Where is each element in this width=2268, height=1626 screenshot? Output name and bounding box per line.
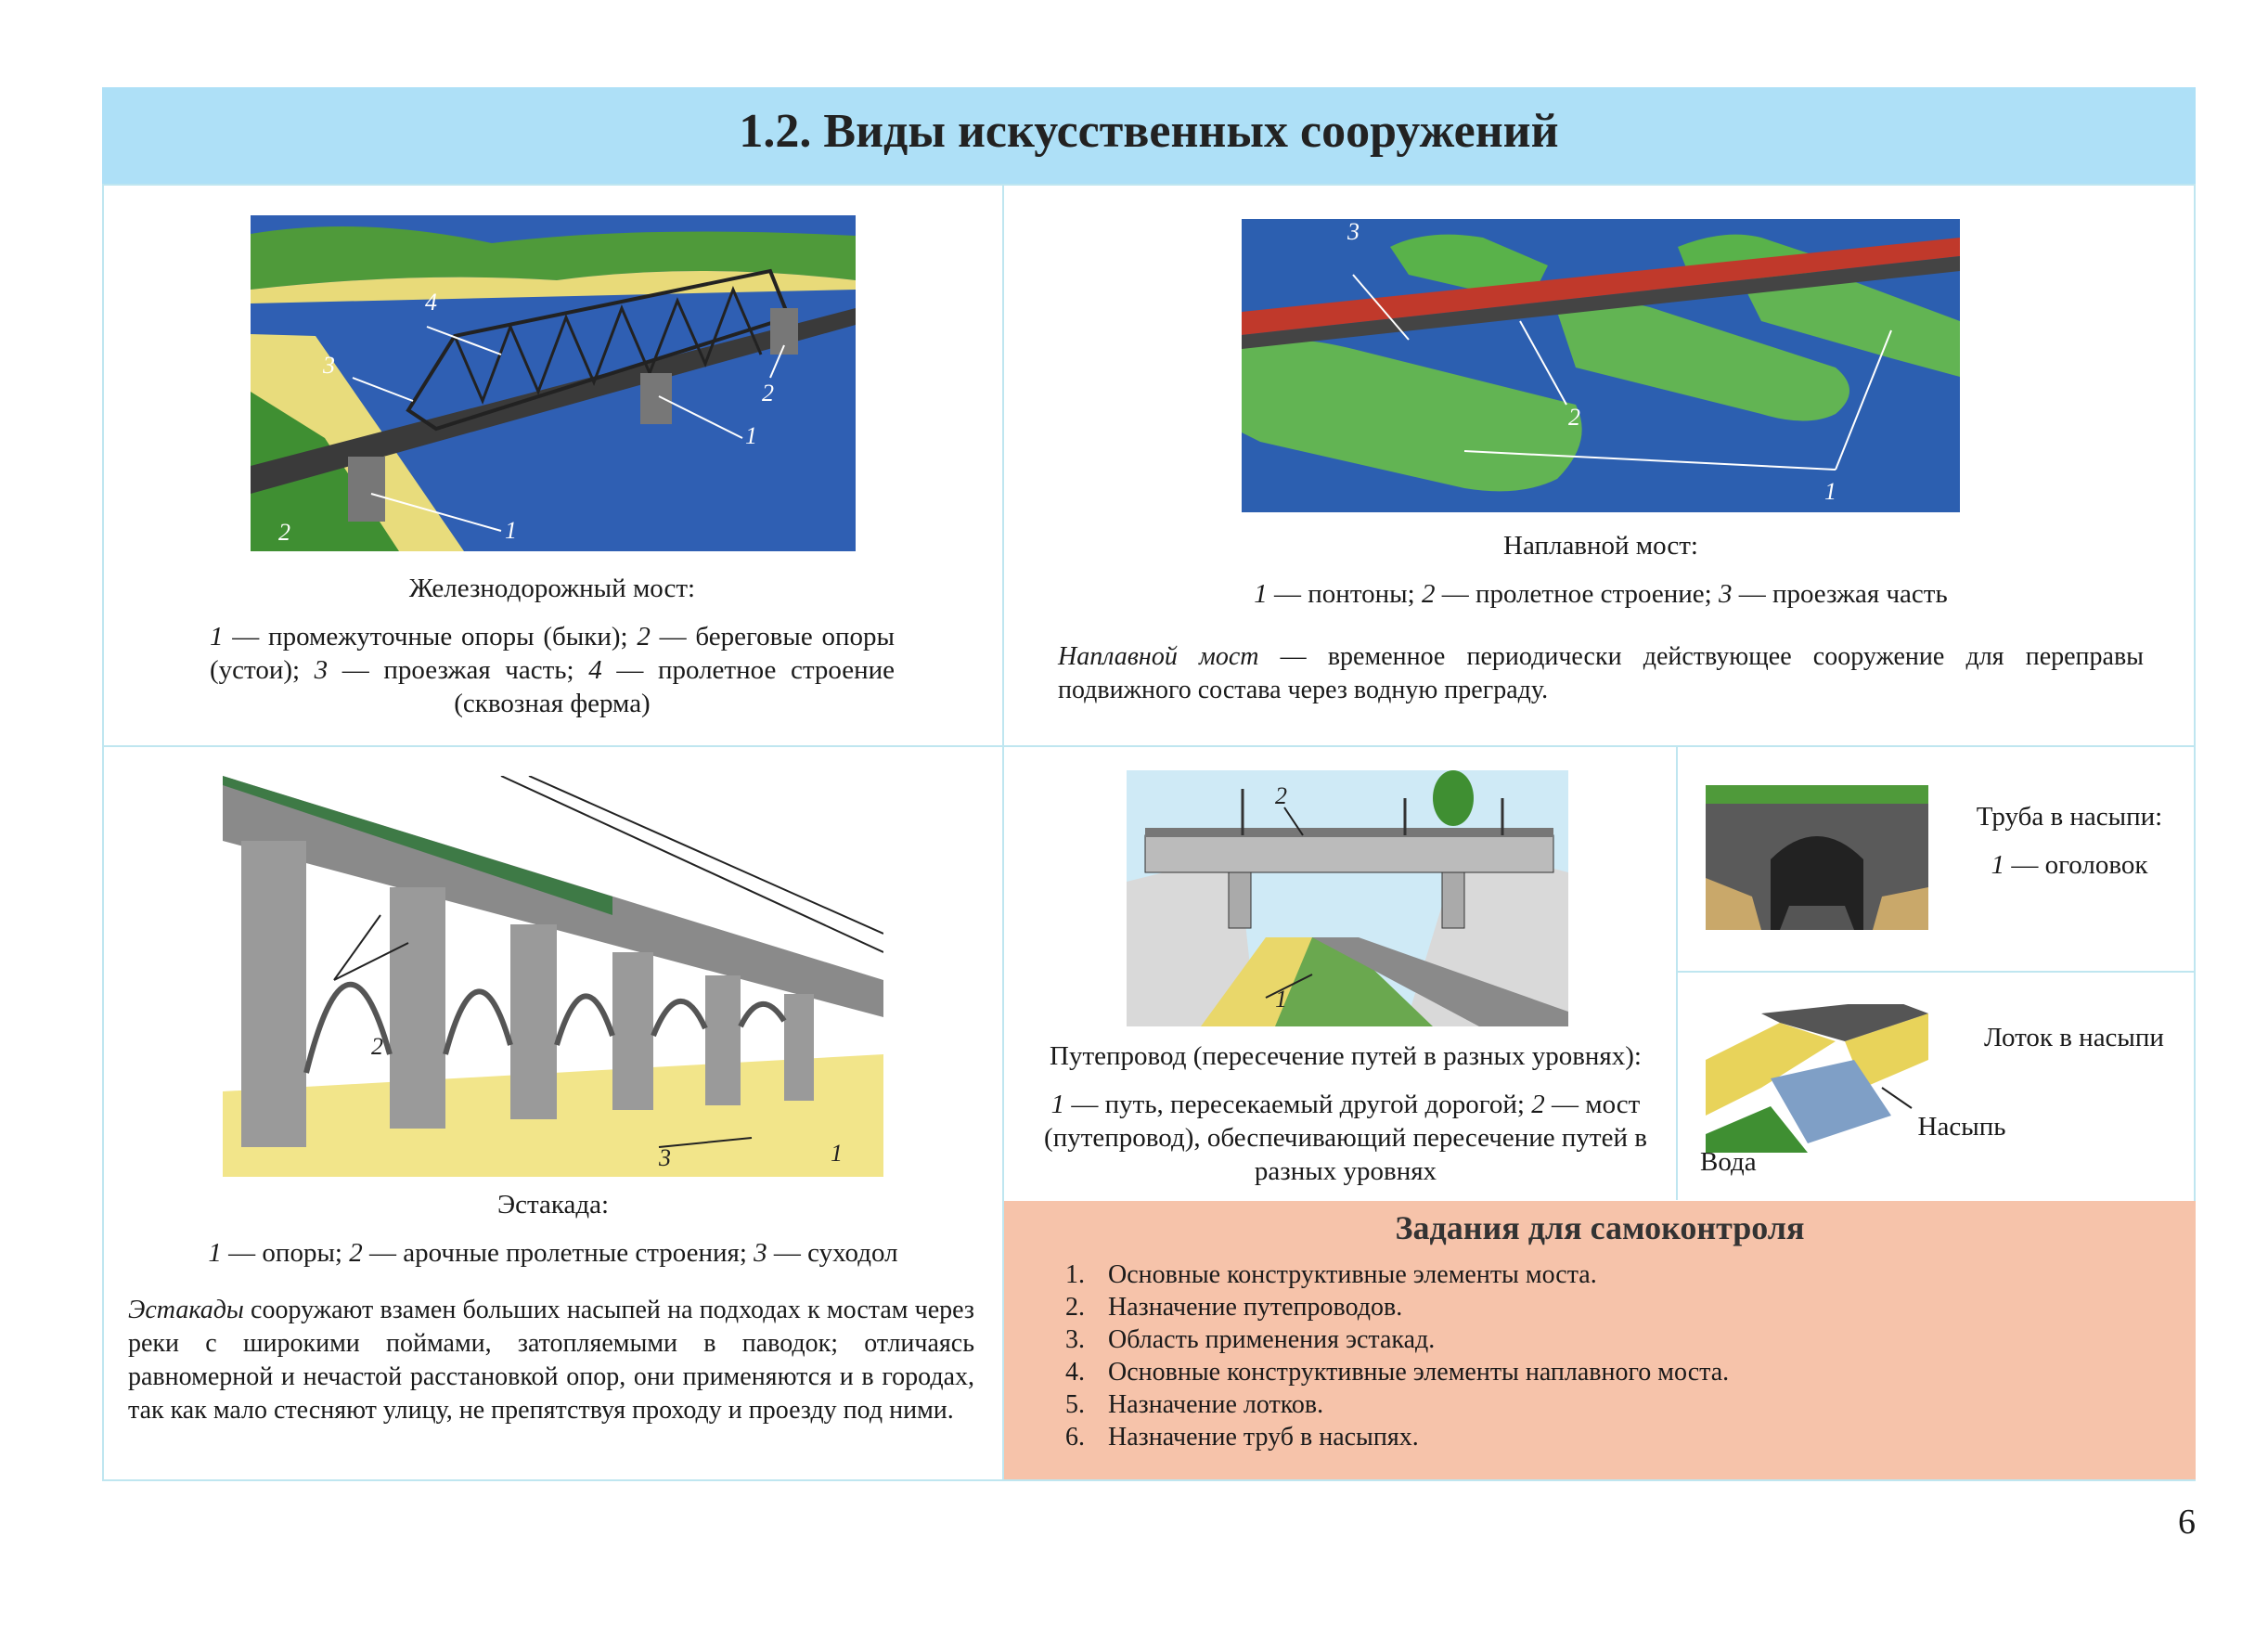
list-item: 1. Основные конструктивные элементы моста.	[1065, 1260, 1597, 1289]
pontoon-bridge-caption: Наплавной мост:	[1503, 531, 1698, 561]
list-item: 5. Назначение лотков.	[1065, 1390, 1324, 1419]
overpass-legend: 1 — путь, пересекаемый другой дорогой; 2 — мост (путепровод), обеспечивающий пересечение путей в разных уровнях	[1044, 1090, 1647, 1186]
rail-bridge-label-1a: 1	[505, 517, 517, 544]
rail-bridge-label-2b: 2	[278, 519, 290, 546]
divider-horizontal-main	[102, 745, 2196, 747]
rail-bridge-illustration	[251, 215, 856, 551]
rail-bridge-legend: 1 — промежуточные опоры (быки); 2 — береговые опоры (устои); 3 — проезжая часть; 4 — пролетное строение (сквозная ферма)	[210, 622, 896, 718]
viaduct-label-1: 1	[831, 1140, 843, 1167]
culvert-illustration	[1706, 785, 1928, 930]
pontoon-label-2: 2	[1568, 404, 1580, 431]
flume-illustration	[1706, 1004, 1928, 1153]
flume-caption: Лоток в насыпи	[1984, 1023, 2164, 1052]
viaduct-caption: Эстакада:	[496, 1190, 610, 1220]
culvert-legend: 1 — оголовок	[1991, 850, 2148, 880]
title-bar	[102, 87, 2196, 186]
rail-bridge-label-4: 4	[425, 289, 437, 316]
pontoon-label-1: 1	[1824, 478, 1836, 505]
self-check-panel	[1004, 1201, 2196, 1479]
viaduct-illustration	[223, 776, 883, 1177]
rail-bridge-label-2a: 2	[762, 380, 774, 406]
divider-vertical-right	[1676, 745, 1678, 1200]
pontoon-bridge-legend: 1 — понтоны; 2 — пролетное строение; 3 — проезжая часть	[1254, 579, 1948, 609]
viaduct-legend: 1 — опоры; 2 — арочные пролетные строения; 3 — суходол	[208, 1238, 898, 1268]
overpass-label-2: 2	[1275, 782, 1287, 809]
list-item: 2. Назначение путепроводов.	[1065, 1293, 1403, 1322]
pontoon-label-3: 3	[1347, 219, 1360, 245]
list-item: 6. Назначение труб в насыпях.	[1065, 1423, 1419, 1452]
self-check-list	[1065, 1258, 1729, 1453]
pontoon-bridge-definition: Наплавной мост — временное периодически действующее сооружение для переправы подвижного состава через водную преграду.	[1058, 642, 2144, 704]
overpass-caption: Путепровод (пересечение путей в разных уровнях):	[1050, 1041, 1642, 1071]
viaduct-definition: Эстакады сооружают взамен больших насыпей на подходах к мостам через реки с широкими поймами, затопляемыми в паводок; отличаясь равномерной и нечастой расстановкой опор, они применяются и в городах, так как мало стесняют улицу, не препятствуя проходу и проезду под ними.	[128, 1296, 974, 1425]
list-item: 3. Область применения эстакад.	[1065, 1325, 1436, 1354]
overpass-illustration	[1127, 770, 1568, 1026]
culvert-caption: Труба в насыпи:	[1976, 802, 2163, 832]
pontoon-bridge-illustration	[1242, 219, 1960, 512]
flume-label-embankment: Насыпь	[1917, 1112, 2006, 1142]
viaduct-label-3: 3	[659, 1144, 671, 1171]
overpass-label-1: 1	[1275, 986, 1287, 1013]
list-item: 4. Основные конструктивные элементы наплавного моста.	[1065, 1358, 1730, 1387]
rail-bridge-label-1b: 1	[745, 422, 757, 449]
flume-label-water: Вода	[1700, 1147, 1757, 1177]
page-title: 1.2. Виды искусственных сооружений	[739, 105, 1559, 158]
rail-bridge-caption: Железнодорожный мост:	[408, 574, 696, 603]
viaduct-label-2: 2	[371, 1033, 383, 1060]
rail-bridge-label-3: 3	[323, 352, 335, 379]
page-number: 6	[2178, 1503, 2196, 1542]
self-check-title: Задания для самоконтроля	[1395, 1209, 1805, 1246]
divider-horizontal-right	[1676, 971, 2196, 973]
